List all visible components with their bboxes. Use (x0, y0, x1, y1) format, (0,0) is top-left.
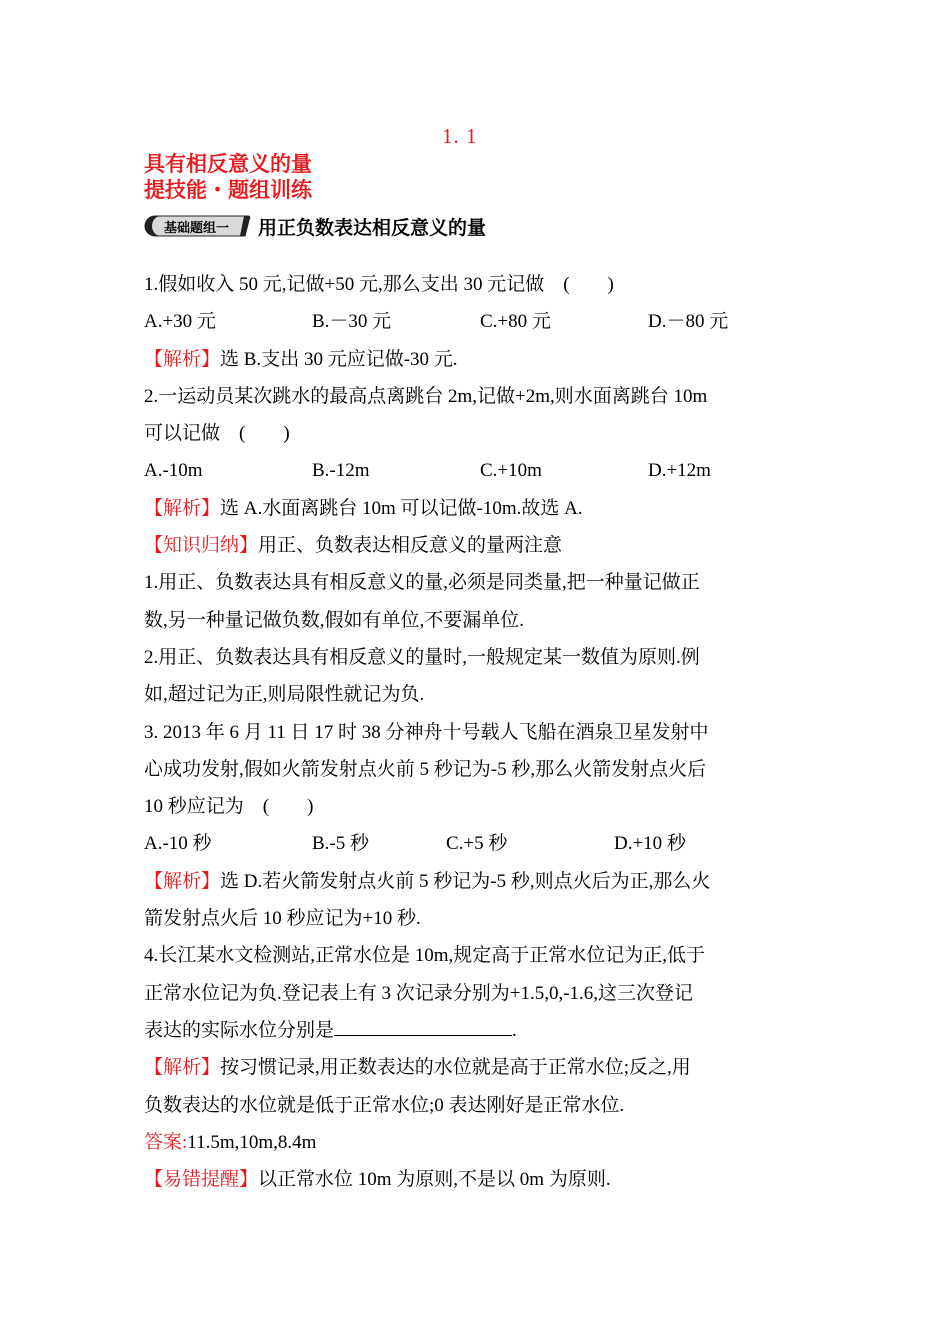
q2-option-b: B.-12m (312, 460, 370, 482)
q2-analysis (144, 490, 809, 527)
group-title: 用正负数表达相反意义的量 (258, 216, 487, 239)
q4-warning-tag: 【易错提醒】 (144, 1169, 259, 1191)
knowledge-p1-line1: 1.用正、负数表达具有相反意义的量,必须是同类量,把一种量记做正 (144, 572, 700, 594)
q4-analysis-tag: 【解析】 (144, 1057, 221, 1079)
q3-stem-line2: 心成功发射,假如火箭发射点火前 5 秒记为-5 秒,那么火箭发射点火后 (144, 758, 707, 780)
q4-analysis-text: 按习惯记录,用正数表达的水位就是高于正常水位;反之,用 (220, 1057, 691, 1079)
q3-option-d: D.+10 秒 (614, 833, 686, 855)
q2-analysis-text: 选 A.水面离跳台 10m 可以记做-10m.故选 A. (220, 497, 583, 519)
q1-analysis-tag: 【解析】 (144, 348, 221, 370)
q3-option-c: C.+5 秒 (446, 833, 508, 855)
q3-analysis-line2: 箭发射点火后 10 秒应记为+10 秒. (144, 908, 421, 930)
lesson-subtitle: 提技能・题组训练 (144, 178, 312, 202)
knowledge-heading (144, 527, 809, 564)
q2-option-a: A.-10m (144, 460, 203, 482)
q3-stem-line1: 3. 2013 年 6 月 11 日 17 时 38 分神舟十号载人飞船在酒泉卫星发射中 (144, 721, 709, 743)
q1-options (144, 303, 809, 340)
q3-option-a: A.-10 秒 (144, 833, 212, 855)
q4-stem-end: . (512, 1019, 517, 1041)
q1-analysis-text: 选 B.支出 30 元应记做-30 元. (220, 348, 458, 370)
q2-analysis-tag: 【解析】 (144, 497, 221, 519)
q2-option-c: C.+10m (480, 460, 542, 482)
q2-options (144, 452, 809, 489)
knowledge-p1-line2: 数,另一种量记做负数,假如有单位,不要漏单位. (144, 609, 525, 631)
q4-stem-line3 (144, 1012, 809, 1049)
knowledge-p2-line1: 2.用正、负数表达具有相反意义的量时,一般规定某一数值为原则.例 (144, 646, 700, 668)
q3-options (144, 825, 809, 862)
q3-analysis-text: 选 D.若火箭发射点火前 5 秒记为-5 秒,则点火后为正,那么火 (220, 870, 711, 892)
q1-option-c: C.+80 元 (480, 311, 551, 333)
q4-answer (144, 1124, 809, 1161)
q4-analysis-line2: 负数表达的水位就是低于正常水位;0 表达刚好是正常水位. (144, 1094, 625, 1116)
q4-analysis-line1 (144, 1049, 809, 1086)
q4-stem-line1: 4.长江某水文检测站,正常水位是 10m,规定高于正常水位记为正,低于 (144, 945, 706, 967)
q3-option-b: B.-5 秒 (312, 833, 370, 855)
q3-analysis-tag: 【解析】 (144, 870, 221, 892)
q4-answer-tag: 答案: (144, 1131, 188, 1153)
q1-analysis (144, 341, 809, 378)
q4-stem-text: 表达的实际水位分别是 (144, 1019, 335, 1041)
q4-warning-text: 以正常水位 10m 为原则,不是以 0m 为原则. (258, 1169, 611, 1191)
document-body (144, 266, 809, 1198)
question-group-header (144, 211, 486, 241)
q1-stem: 1.假如收入 50 元,记做+50 元,那么支出 30 元记做 ( ) (144, 274, 614, 295)
group-badge (144, 215, 252, 237)
q3-stem-line3: 10 秒应记为 ( ) (144, 796, 314, 818)
knowledge-p2-line2: 如,超过记为正,则局限性就记为负. (144, 684, 425, 706)
q4-warning (144, 1161, 809, 1198)
q4-answer-text: 11.5m,10m,8.4m (187, 1131, 317, 1153)
q3-analysis-line1 (144, 863, 809, 900)
q1-option-b: B.－30 元 (312, 311, 392, 333)
q2-stem-line2: 可以记做 ( ) (144, 423, 290, 445)
knowledge-tag: 【知识归纳】 (144, 535, 259, 557)
knowledge-heading-text: 用正、负数表达相反意义的量两注意 (258, 535, 563, 557)
q2-option-d: D.+12m (648, 460, 711, 482)
q2-stem-line1: 2.一运动员某次跳水的最高点离跳台 2m,记做+2m,则水面离跳台 10m (144, 385, 708, 407)
q1-option-a: A.+30 元 (144, 311, 216, 333)
q4-answer-blank[interactable] (334, 1013, 512, 1036)
q4-stem-line2: 正常水位记为负.登记表上有 3 次记录分别为+1.5,0,-1.6,这三次登记 (144, 982, 694, 1004)
section-number: 1. 1 (442, 124, 478, 148)
group-badge-label: 基础题组一 (164, 221, 230, 236)
lesson-title: 具有相反意义的量 (144, 152, 312, 176)
q1-option-d: D.－80 元 (648, 311, 729, 333)
